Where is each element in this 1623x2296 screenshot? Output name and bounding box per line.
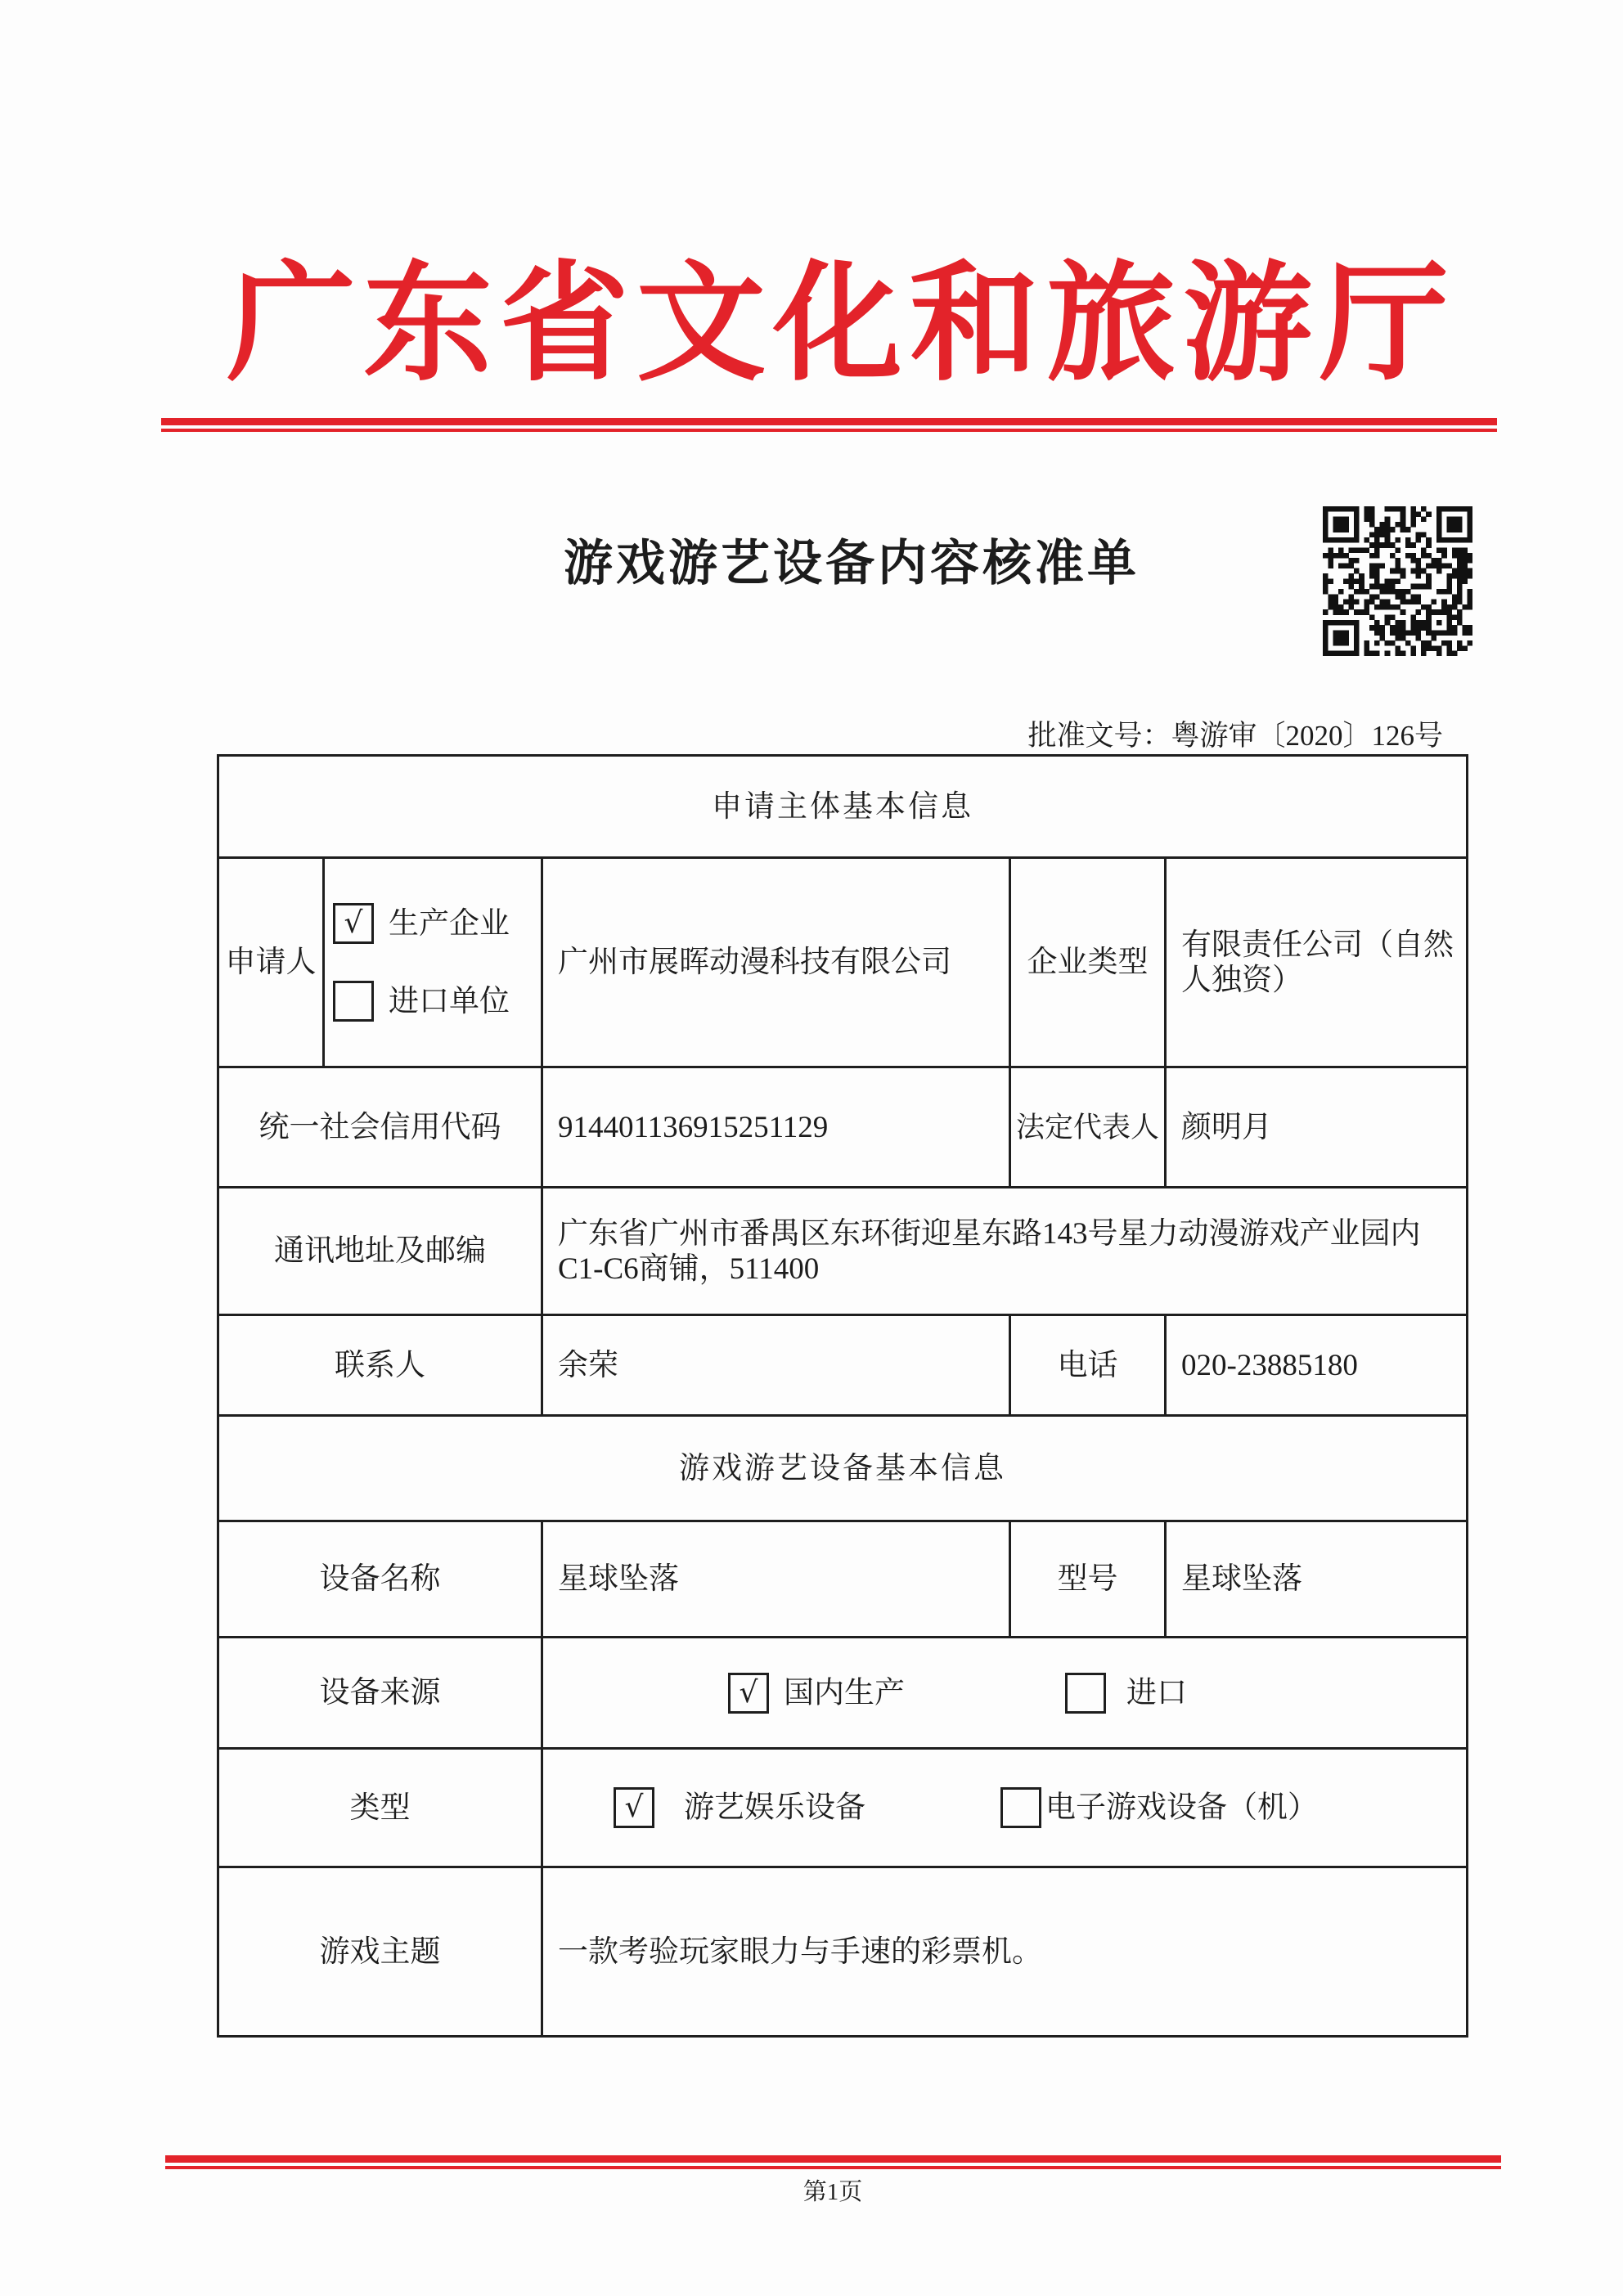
qr-code — [1323, 506, 1472, 656]
model: 星球坠落 — [1166, 1521, 1468, 1638]
approval-number: 批准文号：粤游审〔2020〕126号 — [1027, 720, 1443, 752]
applicant-type-options — [324, 858, 542, 1067]
company-type-line: 有限责任公司（自然 — [1181, 928, 1454, 962]
table-row — [218, 1749, 1468, 1867]
document-title: 游戏游艺设备内容核准单 — [564, 537, 1140, 591]
company-type — [1166, 858, 1468, 1067]
table-row — [218, 1867, 1468, 2037]
credit-code: 914401136915251129 — [542, 1067, 1010, 1188]
company-name: 广州市展晖动漫科技有限公司 — [542, 858, 1010, 1067]
address-line: 广东省广州市番禺区东环街迎星东路143号星力动漫游戏产业园内 — [558, 1216, 1421, 1251]
credit-code-label: 统一社会信用代码 — [218, 1067, 542, 1188]
checkbox-label: 进口单位 — [389, 984, 510, 1018]
table-row — [218, 1315, 1468, 1416]
company-type-line: 人独资） — [1181, 963, 1302, 997]
checkbox-label: 进口 — [1126, 1676, 1187, 1710]
contact-label: 联系人 — [218, 1315, 542, 1416]
letterhead-title: 广东省文化和旅游厅 — [227, 254, 1456, 397]
address-label: 通讯地址及邮编 — [218, 1188, 542, 1315]
letterhead-rule-thin — [161, 429, 1497, 432]
checkbox — [1065, 1673, 1106, 1714]
game-theme: 一款考验玩家眼力与手速的彩票机。 — [542, 1867, 1468, 2037]
page-number: 第1页 — [803, 2179, 863, 2205]
checkbox — [333, 981, 374, 1022]
checkbox: √ — [728, 1673, 769, 1714]
contact-person: 余荣 — [542, 1315, 1010, 1416]
footer-rule-thick — [165, 2155, 1501, 2163]
applicant-option-importer — [333, 981, 541, 1022]
company-type-label: 企业类型 — [1010, 858, 1166, 1067]
device-name: 星球坠落 — [542, 1521, 1010, 1638]
applicant-label: 申请人 — [218, 858, 324, 1067]
checkbox: √ — [333, 903, 374, 944]
device-type-label: 类型 — [218, 1749, 542, 1867]
table-row — [218, 858, 1468, 1067]
checkbox: √ — [614, 1787, 654, 1828]
device-section-heading: 游戏游艺设备基本信息 — [218, 1416, 1468, 1521]
phone-label: 电话 — [1010, 1315, 1166, 1416]
phone-number: 020-23885180 — [1166, 1315, 1468, 1416]
address-line: C1-C6商铺，511400 — [558, 1251, 820, 1286]
table-row — [218, 1638, 1468, 1749]
device-type-option-area — [543, 1750, 1466, 1866]
address — [542, 1188, 1468, 1315]
device-source-options — [542, 1638, 1468, 1749]
model-label: 型号 — [1010, 1521, 1166, 1638]
applicant-section-heading: 申请主体基本信息 — [218, 756, 1468, 858]
game-theme-label: 游戏主题 — [218, 1867, 542, 2037]
checkbox-label: 游艺娱乐设备 — [684, 1791, 865, 1825]
table-row — [218, 1067, 1468, 1188]
device-name-label: 设备名称 — [218, 1521, 542, 1638]
legal-rep-label: 法定代表人 — [1010, 1067, 1166, 1188]
checkbox-label: 电子游戏设备（机） — [1045, 1791, 1318, 1825]
table-row — [218, 1188, 1468, 1315]
device-source-option-area — [543, 1638, 1466, 1747]
letterhead-rule-thick — [161, 418, 1497, 425]
checkbox-label: 生产企业 — [389, 906, 510, 941]
legal-rep: 颜明月 — [1166, 1067, 1468, 1188]
approval-form-table — [217, 754, 1468, 2038]
table-row — [218, 1416, 1468, 1521]
device-source-label: 设备来源 — [218, 1638, 542, 1749]
applicant-option-manufacturer — [333, 903, 541, 944]
footer-rule-thin — [165, 2166, 1501, 2169]
device-type-options — [542, 1749, 1468, 1867]
checkbox — [1000, 1787, 1041, 1828]
applicant-type-stack — [325, 903, 541, 1022]
checkbox-label: 国内生产 — [784, 1676, 905, 1710]
table-row — [218, 1521, 1468, 1638]
table-row — [218, 756, 1468, 858]
